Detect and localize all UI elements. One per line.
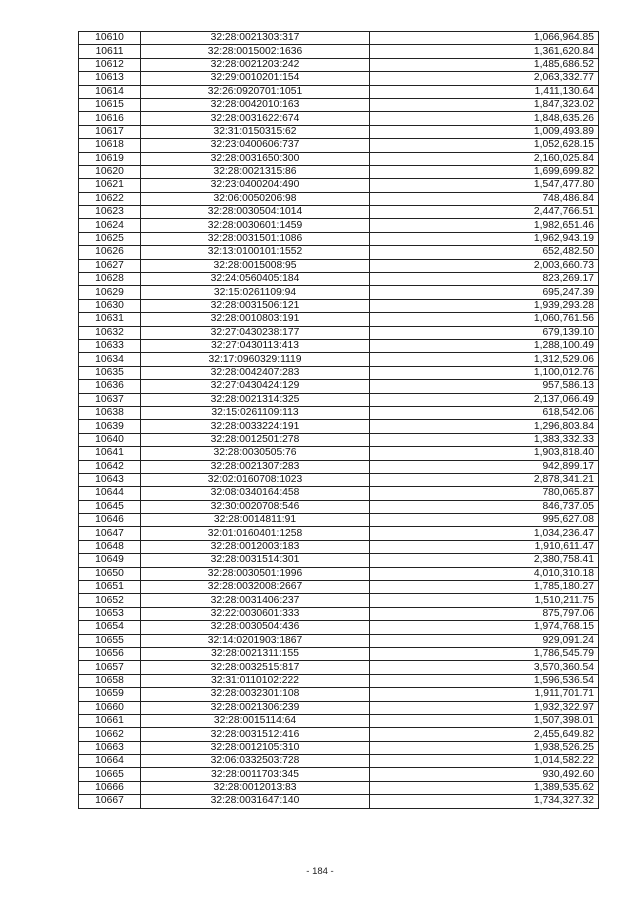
cadastral-value: 1,903,818.40 xyxy=(370,447,599,460)
cadastral-number: 32:28:0032008:2667 xyxy=(141,581,370,594)
cadastral-number: 32:28:0030505:76 xyxy=(141,447,370,460)
row-number: 10641 xyxy=(79,447,141,460)
cadastral-number: 32:01:0160401:1258 xyxy=(141,527,370,540)
cadastral-number: 32:28:0033224:191 xyxy=(141,420,370,433)
row-number: 10663 xyxy=(79,741,141,754)
cadastral-number: 32:28:0031501:1086 xyxy=(141,232,370,245)
table-row xyxy=(79,393,599,406)
table-row xyxy=(79,674,599,687)
cadastral-value: 1,847,323.02 xyxy=(370,98,599,111)
cadastral-value: 1,009,493.89 xyxy=(370,125,599,138)
cadastral-number: 32:28:0031650:300 xyxy=(141,152,370,165)
cadastral-value: 2,160,025.84 xyxy=(370,152,599,165)
row-number: 10643 xyxy=(79,473,141,486)
table-row xyxy=(79,714,599,727)
row-number: 10651 xyxy=(79,581,141,594)
cadastral-value: 2,878,341.21 xyxy=(370,473,599,486)
cadastral-number: 32:27:0430113:413 xyxy=(141,339,370,352)
cadastral-number: 32:28:0030504:436 xyxy=(141,621,370,634)
row-number: 10650 xyxy=(79,567,141,580)
cadastral-number: 32:08:0340164:458 xyxy=(141,487,370,500)
row-number: 10629 xyxy=(79,286,141,299)
cadastral-value: 748,486.84 xyxy=(370,192,599,205)
table-row xyxy=(79,741,599,754)
row-number: 10627 xyxy=(79,259,141,272)
row-number: 10619 xyxy=(79,152,141,165)
table-row xyxy=(79,152,599,165)
cadastral-number: 32:30:0020708:546 xyxy=(141,500,370,513)
cadastral-number: 32:24:0560405:184 xyxy=(141,273,370,286)
cadastral-value: 2,455,649.82 xyxy=(370,728,599,741)
cadastral-value: 780,065.87 xyxy=(370,487,599,500)
cadastral-number: 32:28:0021311:155 xyxy=(141,647,370,660)
cadastral-value: 1,786,545.79 xyxy=(370,647,599,660)
table-row xyxy=(79,634,599,647)
table-row xyxy=(79,420,599,433)
cadastral-value: 1,982,651.46 xyxy=(370,219,599,232)
row-number: 10635 xyxy=(79,366,141,379)
row-number: 10648 xyxy=(79,540,141,553)
cadastral-number: 32:28:0012501:278 xyxy=(141,433,370,446)
cadastral-number: 32:28:0015002:1636 xyxy=(141,45,370,58)
row-number: 10646 xyxy=(79,514,141,527)
cadastral-number: 32:27:0430238:177 xyxy=(141,326,370,339)
cadastral-number: 32:23:0400204:490 xyxy=(141,179,370,192)
cadastral-value: 1,507,398.01 xyxy=(370,714,599,727)
table-row xyxy=(79,232,599,245)
cadastral-number: 32:02:0160708:1023 xyxy=(141,473,370,486)
cadastral-value: 995,627.08 xyxy=(370,514,599,527)
cadastral-value: 942,899.17 xyxy=(370,460,599,473)
row-number: 10613 xyxy=(79,72,141,85)
table-row xyxy=(79,85,599,98)
cadastral-number: 32:28:0021306:239 xyxy=(141,701,370,714)
cadastral-number: 32:15:0261109:113 xyxy=(141,406,370,419)
row-number: 10611 xyxy=(79,45,141,58)
table-row xyxy=(79,112,599,125)
cadastral-value: 1,014,582.22 xyxy=(370,755,599,768)
row-number: 10638 xyxy=(79,406,141,419)
cadastral-number: 32:28:0015008:95 xyxy=(141,259,370,272)
cadastral-value: 1,312,529.06 xyxy=(370,353,599,366)
row-number: 10636 xyxy=(79,380,141,393)
cadastral-value: 1,100,012.76 xyxy=(370,366,599,379)
table-row xyxy=(79,139,599,152)
row-number: 10660 xyxy=(79,701,141,714)
cadastral-number: 32:28:0030601:1459 xyxy=(141,219,370,232)
table-row xyxy=(79,500,599,513)
table-row xyxy=(79,581,599,594)
table-row xyxy=(79,313,599,326)
cadastral-number: 32:28:0031647:140 xyxy=(141,795,370,808)
cadastral-number: 32:28:0012003:183 xyxy=(141,540,370,553)
cadastral-value: 1,974,768.15 xyxy=(370,621,599,634)
table-row xyxy=(79,286,599,299)
table-row xyxy=(79,353,599,366)
cadastral-number: 32:28:0030504:1014 xyxy=(141,206,370,219)
cadastral-value: 1,848,635.26 xyxy=(370,112,599,125)
cadastral-number: 32:26:0920701:1051 xyxy=(141,85,370,98)
table-row xyxy=(79,554,599,567)
row-number: 10626 xyxy=(79,246,141,259)
cadastral-value: 957,586.13 xyxy=(370,380,599,393)
cadastral-number: 32:28:0031514:301 xyxy=(141,554,370,567)
cadastral-number: 32:28:0031406:237 xyxy=(141,594,370,607)
table-row xyxy=(79,406,599,419)
table-row xyxy=(79,326,599,339)
row-number: 10618 xyxy=(79,139,141,152)
table-row xyxy=(79,72,599,85)
row-number: 10622 xyxy=(79,192,141,205)
cadastral-value: 1,389,535.62 xyxy=(370,781,599,794)
cadastral-value: 2,003,660.73 xyxy=(370,259,599,272)
table-row xyxy=(79,701,599,714)
cadastral-value: 652,482.50 xyxy=(370,246,599,259)
cadastral-number: 32:28:0021307:283 xyxy=(141,460,370,473)
page-number: - 184 - xyxy=(306,866,334,877)
cadastral-number: 32:28:0021314:325 xyxy=(141,393,370,406)
row-number: 10665 xyxy=(79,768,141,781)
row-number: 10632 xyxy=(79,326,141,339)
table-row xyxy=(79,447,599,460)
cadastral-value: 695,247.39 xyxy=(370,286,599,299)
cadastral-value: 1,052,628.15 xyxy=(370,139,599,152)
cadastral-number: 32:28:0012105:310 xyxy=(141,741,370,754)
table-row xyxy=(79,487,599,500)
cadastral-number: 32:27:0430424:129 xyxy=(141,380,370,393)
table-row xyxy=(79,728,599,741)
table-row xyxy=(79,567,599,580)
table-row xyxy=(79,273,599,286)
cadastral-value: 1,932,322.97 xyxy=(370,701,599,714)
row-number: 10615 xyxy=(79,98,141,111)
cadastral-number: 32:28:0032301:108 xyxy=(141,688,370,701)
table-row xyxy=(79,380,599,393)
cadastral-value: 1,910,611.47 xyxy=(370,540,599,553)
table-row xyxy=(79,32,599,45)
row-number: 10637 xyxy=(79,393,141,406)
cadastral-value: 1,066,964.85 xyxy=(370,32,599,45)
cadastral-number: 32:23:0400606:737 xyxy=(141,139,370,152)
row-number: 10658 xyxy=(79,674,141,687)
table-row xyxy=(79,219,599,232)
table-row xyxy=(79,246,599,259)
cadastral-number: 32:28:0032515:817 xyxy=(141,661,370,674)
cadastral-value: 4,010,310.18 xyxy=(370,567,599,580)
cadastral-value: 1,734,327.32 xyxy=(370,795,599,808)
table-row xyxy=(79,299,599,312)
cadastral-number: 32:28:0021303:317 xyxy=(141,32,370,45)
row-number: 10610 xyxy=(79,32,141,45)
cadastral-number: 32:28:0011703:345 xyxy=(141,768,370,781)
cadastral-number: 32:17:0960329:1119 xyxy=(141,353,370,366)
table-row xyxy=(79,514,599,527)
cadastral-value: 1,485,686.52 xyxy=(370,58,599,71)
cadastral-value: 875,797.06 xyxy=(370,607,599,620)
row-number: 10630 xyxy=(79,299,141,312)
table-row xyxy=(79,125,599,138)
cadastral-number: 32:28:0031506:121 xyxy=(141,299,370,312)
cadastral-number: 32:28:0042407:283 xyxy=(141,366,370,379)
cadastral-value: 2,137,066.49 xyxy=(370,393,599,406)
cadastral-value: 3,570,360.54 xyxy=(370,661,599,674)
cadastral-value: 679,139.10 xyxy=(370,326,599,339)
row-number: 10639 xyxy=(79,420,141,433)
cadastral-number: 32:13:0100101:1552 xyxy=(141,246,370,259)
row-number: 10634 xyxy=(79,353,141,366)
row-number: 10661 xyxy=(79,714,141,727)
table-row xyxy=(79,527,599,540)
cadastral-number: 32:28:0010803:191 xyxy=(141,313,370,326)
row-number: 10620 xyxy=(79,165,141,178)
table-row xyxy=(79,795,599,808)
table-row xyxy=(79,647,599,660)
row-number: 10666 xyxy=(79,781,141,794)
row-number: 10625 xyxy=(79,232,141,245)
cadastral-value: 1,034,236.47 xyxy=(370,527,599,540)
cadastral-number: 32:28:0030501:1996 xyxy=(141,567,370,580)
cadastral-number: 32:28:0012013:83 xyxy=(141,781,370,794)
table-row xyxy=(79,179,599,192)
table-row xyxy=(79,165,599,178)
cadastral-value: 1,411,130.64 xyxy=(370,85,599,98)
cadastral-number: 32:31:0110102:222 xyxy=(141,674,370,687)
table-row xyxy=(79,339,599,352)
cadastral-number: 32:14:0201903:1867 xyxy=(141,634,370,647)
cadastral-number: 32:29:0010201:154 xyxy=(141,72,370,85)
cadastral-value: 1,939,293.28 xyxy=(370,299,599,312)
row-number: 10642 xyxy=(79,460,141,473)
row-number: 10647 xyxy=(79,527,141,540)
cadastral-number: 32:28:0042010:163 xyxy=(141,98,370,111)
table-row xyxy=(79,206,599,219)
cadastral-value: 1,785,180.27 xyxy=(370,581,599,594)
table-row xyxy=(79,781,599,794)
table-row xyxy=(79,607,599,620)
row-number: 10614 xyxy=(79,85,141,98)
cadastral-value: 1,699,699.82 xyxy=(370,165,599,178)
row-number: 10612 xyxy=(79,58,141,71)
cadastral-number: 32:22:0030601:333 xyxy=(141,607,370,620)
parcel-value-table xyxy=(78,31,599,809)
table-row xyxy=(79,473,599,486)
row-number: 10653 xyxy=(79,607,141,620)
row-number: 10657 xyxy=(79,661,141,674)
cadastral-number: 32:15:0261109:94 xyxy=(141,286,370,299)
cadastral-number: 32:28:0031622:674 xyxy=(141,112,370,125)
cadastral-value: 1,296,803.84 xyxy=(370,420,599,433)
table-row xyxy=(79,433,599,446)
cadastral-number: 32:28:0015114:64 xyxy=(141,714,370,727)
cadastral-number: 32:06:0332503:728 xyxy=(141,755,370,768)
table-row xyxy=(79,661,599,674)
row-number: 10640 xyxy=(79,433,141,446)
row-number: 10631 xyxy=(79,313,141,326)
cadastral-value: 1,383,332.33 xyxy=(370,433,599,446)
cadastral-value: 2,447,766.51 xyxy=(370,206,599,219)
row-number: 10649 xyxy=(79,554,141,567)
table-row xyxy=(79,594,599,607)
cadastral-value: 2,063,332.77 xyxy=(370,72,599,85)
table-row xyxy=(79,460,599,473)
cadastral-value: 618,542.06 xyxy=(370,406,599,419)
table-row xyxy=(79,755,599,768)
cadastral-value: 846,737.05 xyxy=(370,500,599,513)
row-number: 10617 xyxy=(79,125,141,138)
cadastral-value: 1,938,526.25 xyxy=(370,741,599,754)
table-body xyxy=(79,32,599,809)
row-number: 10623 xyxy=(79,206,141,219)
row-number: 10662 xyxy=(79,728,141,741)
table-row xyxy=(79,688,599,701)
cadastral-number: 32:28:0031512:416 xyxy=(141,728,370,741)
row-number: 10621 xyxy=(79,179,141,192)
table-row xyxy=(79,45,599,58)
cadastral-value: 2,380,758.41 xyxy=(370,554,599,567)
row-number: 10628 xyxy=(79,273,141,286)
cadastral-number: 32:31:0150315:62 xyxy=(141,125,370,138)
row-number: 10633 xyxy=(79,339,141,352)
row-number: 10645 xyxy=(79,500,141,513)
cadastral-value: 1,911,701.71 xyxy=(370,688,599,701)
cadastral-value: 1,962,943.19 xyxy=(370,232,599,245)
cadastral-value: 1,288,100.49 xyxy=(370,339,599,352)
cadastral-value: 823,269.17 xyxy=(370,273,599,286)
table-row xyxy=(79,621,599,634)
cadastral-value: 929,091.24 xyxy=(370,634,599,647)
row-number: 10624 xyxy=(79,219,141,232)
table-row xyxy=(79,540,599,553)
table-row xyxy=(79,366,599,379)
cadastral-value: 930,492.60 xyxy=(370,768,599,781)
table-row xyxy=(79,259,599,272)
row-number: 10644 xyxy=(79,487,141,500)
table-row xyxy=(79,768,599,781)
cadastral-value: 1,547,477.80 xyxy=(370,179,599,192)
table-row xyxy=(79,192,599,205)
row-number: 10656 xyxy=(79,647,141,660)
row-number: 10655 xyxy=(79,634,141,647)
cadastral-value: 1,361,620.84 xyxy=(370,45,599,58)
row-number: 10616 xyxy=(79,112,141,125)
cadastral-number: 32:28:0021315:86 xyxy=(141,165,370,178)
cadastral-value: 1,060,761.56 xyxy=(370,313,599,326)
row-number: 10654 xyxy=(79,621,141,634)
cadastral-number: 32:28:0014811:91 xyxy=(141,514,370,527)
cadastral-value: 1,596,536.54 xyxy=(370,674,599,687)
row-number: 10667 xyxy=(79,795,141,808)
table-row xyxy=(79,58,599,71)
table-row xyxy=(79,98,599,111)
cadastral-value: 1,510,211.75 xyxy=(370,594,599,607)
row-number: 10659 xyxy=(79,688,141,701)
cadastral-number: 32:28:0021203:242 xyxy=(141,58,370,71)
row-number: 10664 xyxy=(79,755,141,768)
cadastral-number: 32:06:0050206:98 xyxy=(141,192,370,205)
row-number: 10652 xyxy=(79,594,141,607)
